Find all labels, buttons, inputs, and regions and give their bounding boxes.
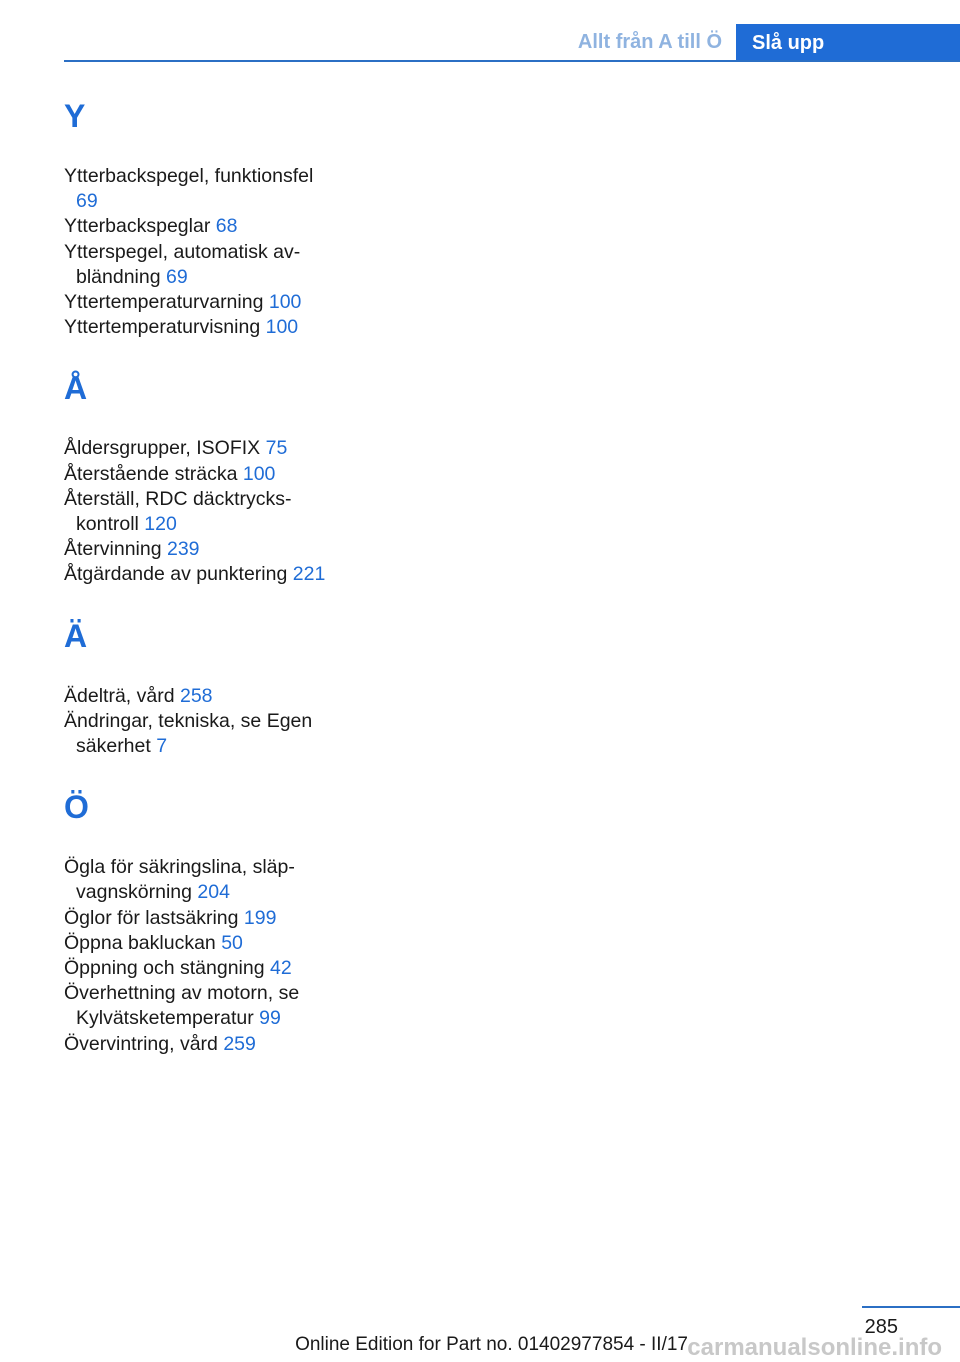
section-letter: Ö (64, 789, 89, 826)
page-link[interactable]: 7 (156, 735, 168, 758)
index-entry (64, 855, 334, 905)
entry-text: Återställ, RDC däcktryckskontroll (64, 487, 292, 536)
index-section (64, 787, 334, 1057)
section-letter: Y (64, 98, 86, 134)
section-letter: Å (64, 370, 88, 407)
entry-text: Ytterbackspegel, funktionsfel (64, 165, 314, 187)
entry-text: Öppning och stängning (64, 957, 265, 980)
index-entry (64, 1032, 334, 1057)
entry-text: Yttertemperaturvisning (64, 316, 261, 339)
entry-text: Ändringar, tekniska, se Egen säkerhet (64, 709, 313, 758)
page-link[interactable]: 204 (197, 881, 230, 904)
index-content (64, 96, 334, 1085)
index-entry (64, 240, 334, 290)
header-divider (64, 60, 960, 62)
entry-text: Yttertemperaturvarning (64, 291, 264, 314)
page-link[interactable]: 42 (270, 957, 292, 980)
index-entry (64, 436, 334, 461)
index-entry (64, 315, 334, 340)
entry-text: Ytterbackspeglar (64, 215, 211, 238)
page-link[interactable]: 69 (76, 190, 98, 213)
page-link[interactable]: 100 (242, 462, 276, 485)
index-entry (64, 906, 334, 931)
breadcrumb[interactable]: Allt från A till Ö (577, 31, 722, 53)
tab-sla-upp[interactable]: Slå upp (736, 24, 960, 62)
index-entry (64, 537, 334, 562)
page-link[interactable]: 69 (166, 265, 188, 288)
page-link[interactable]: 259 (223, 1032, 256, 1055)
index-entry (64, 562, 334, 587)
entry-text: Öppna bakluckan (64, 931, 216, 954)
page-link[interactable]: 99 (259, 1007, 281, 1030)
index-entry (64, 487, 334, 537)
page-link[interactable]: 239 (166, 538, 200, 561)
page-link[interactable]: 258 (179, 684, 213, 707)
entry-text: Ögla för säkringslina, släpvagnskörning (64, 856, 295, 904)
entry-text: Ädelträ, vård (64, 684, 175, 707)
index-section (64, 96, 334, 340)
page-link[interactable]: 100 (265, 316, 299, 339)
page-link[interactable]: 75 (265, 437, 288, 460)
index-entry (64, 981, 334, 1031)
index-entry (64, 164, 334, 214)
edition-note: Online Edition for Part no. 01402977854 - II/17 (295, 1334, 688, 1355)
entry-text: Överhettning av motorn, se Kylvätsketemperatur (64, 982, 300, 1030)
entry-text: Åtgärdande av punktering (64, 563, 288, 586)
entry-text: Ytterspegel, automatisk avbländning (64, 240, 301, 288)
index-section (64, 616, 334, 760)
entry-text: Övervintring, vård (64, 1032, 218, 1055)
entry-text: Återvinning (64, 538, 162, 561)
index-section (64, 368, 334, 587)
index-entry (64, 214, 334, 239)
index-entry (64, 956, 334, 981)
entry-text: Öglor för lastsäkring (64, 906, 239, 929)
index-entry (64, 290, 334, 315)
footer-divider (862, 1306, 960, 1308)
page-link[interactable]: 199 (243, 906, 277, 929)
entry-text: Åldersgrupper, ISOFIX (64, 437, 261, 460)
index-entry (64, 931, 334, 956)
index-entry (64, 709, 334, 759)
page-link[interactable]: 68 (215, 215, 238, 238)
page-link[interactable]: 50 (221, 931, 243, 954)
page-link[interactable]: 100 (268, 291, 302, 314)
section-letter: Ä (64, 617, 88, 654)
watermark: carmanualsonline.info (687, 1334, 942, 1361)
index-entry (64, 684, 334, 709)
page-link[interactable]: 221 (292, 563, 326, 586)
index-entry (64, 462, 334, 487)
page-number: 285 (864, 1316, 898, 1338)
page-link[interactable]: 120 (144, 513, 177, 536)
page-header (0, 24, 960, 62)
entry-text: Återstående sträcka (64, 462, 238, 485)
